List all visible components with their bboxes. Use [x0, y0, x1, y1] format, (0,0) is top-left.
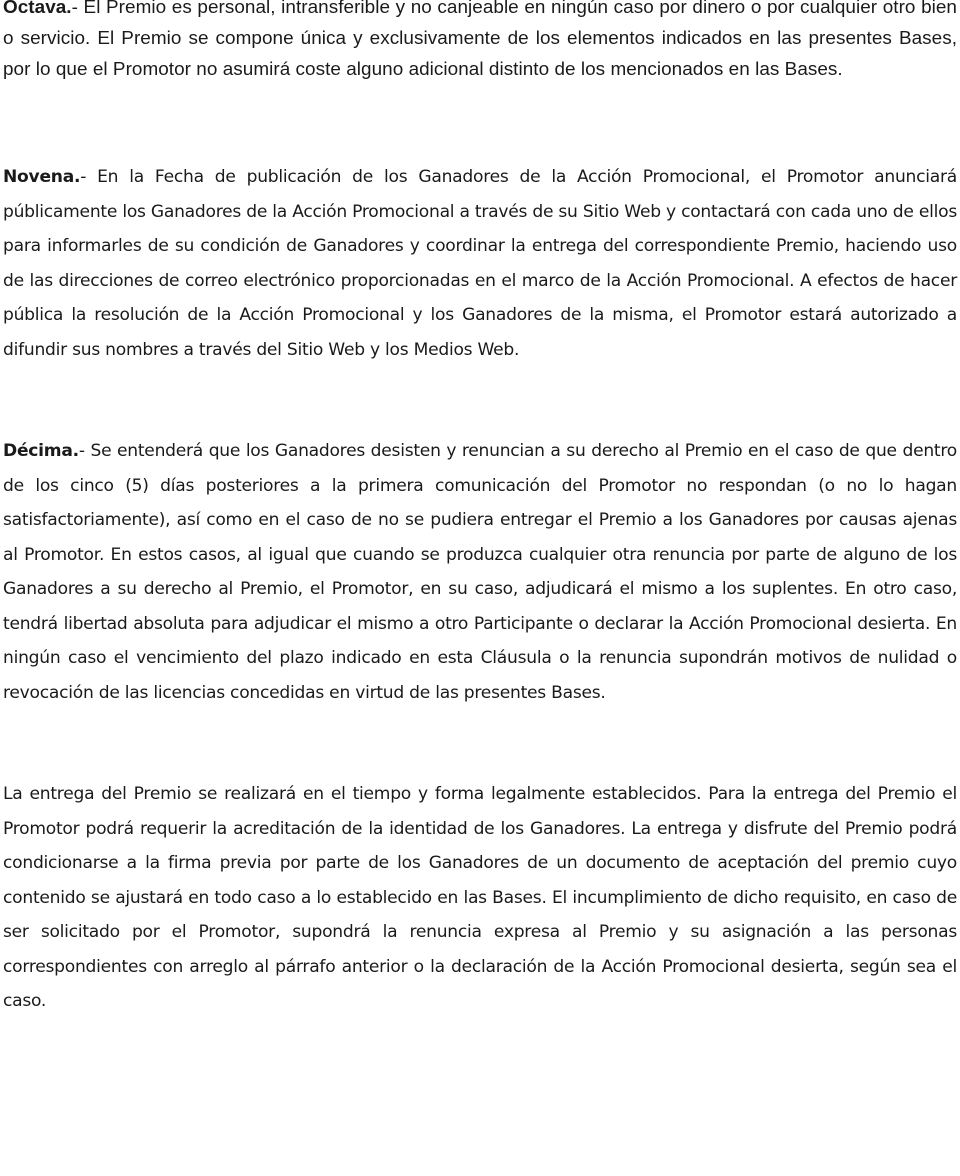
clause-title: Octava.: [3, 0, 72, 18]
document-page: [3, 0, 957, 1019]
clause-decima: [3, 434, 957, 710]
clause-novena: [3, 160, 957, 367]
clause-body: - Se entenderá que los Ganadores desisten y renuncian a su derecho al Premio en el caso de que dentro de los cinco (5) días posteriores a la primera comunicación del Promotor no respondan (o no lo hagan satisfactoriamente), así como en el caso de no se pudiera entregar el Premio a los Ganadores por causas ajenas al Promotor. En estos casos, al igual que cuando se produzca cualquier otra renuncia por parte de alguno de los Ganadores a su derecho al Premio, el Promotor, en su caso, adjudicará el mismo a los suplentes. En otro caso, tendrá libertad absoluta para adjudicar el mismo a otro Participante o declarar la Acción Promocional desierta. En ningún caso el vencimiento del plazo indicado en esta Cláusula o la renuncia supondrán motivos de nulidad o revocación de las licencias concedidas en virtud de las presentes Bases.: [3, 441, 957, 703]
clause-title: Décima.: [3, 441, 79, 461]
clause-body: - El Premio es personal, intransferible y no canjeable en ningún caso por dinero o por cualquier otro bien o servicio. El Premio se compone única y exclusivamente de los elementos indicados en las presentes Bases, por lo que el Promotor no asumirá coste alguno adicional distinto de los mencionados en las Bases.: [3, 0, 957, 80]
clause-octava: [3, 0, 957, 85]
clause-body: - En la Fecha de publicación de los Ganadores de la Acción Promocional, el Promotor anunciará públicamente los Ganadores de la Acción Promocional a través de su Sitio Web y contactará con cada uno de ellos para informarles de su condición de Ganadores y coordinar la entrega del correspondiente Premio, haciendo uso de las direcciones de correo electrónico proporcionadas en el marco de la Acción Promocional. A efectos de hacer pública la resolución de la Acción Promocional y los Ganadores de la misma, el Promotor estará autorizado a difundir sus nombres a través del Sitio Web y los Medios Web.: [3, 167, 957, 360]
clause-title: Novena.: [3, 167, 81, 187]
closing-paragraph: La entrega del Premio se realizará en el tiempo y forma legalmente establecidos. Para la entrega del Premio el Promotor podrá requerir la acreditación de la identidad de los Ganadores. La entrega y disfrute del Premio podrá condicionarse a la firma previa por parte de los Ganadores de un documento de aceptación del premio cuyo contenido se ajustará en todo caso a lo establecido en las Bases. El incumplimiento de dicho requisito, en caso de ser solicitado por el Promotor, supondrá la renuncia expresa al Premio y su asignación a las personas correspondientes con arreglo al párrafo anterior o la declaración de la Acción Promocional desierta, según sea el caso.: [3, 784, 957, 1011]
